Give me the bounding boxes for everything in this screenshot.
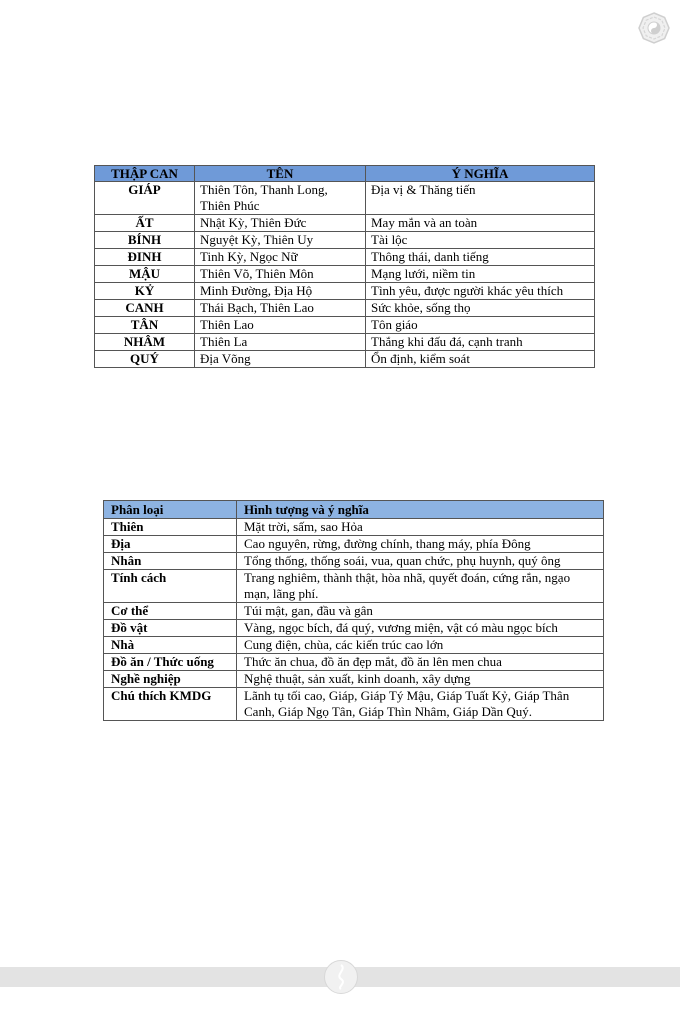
category-cell: Đồ ăn / Thức uống bbox=[104, 654, 237, 671]
ten-cell: Tinh Kỳ, Ngọc Nữ bbox=[195, 249, 366, 266]
category-cell: Thiên bbox=[104, 519, 237, 536]
category-cell: Cơ thể bbox=[104, 603, 237, 620]
y-nghia-cell: Sức khỏe, sống thọ bbox=[366, 300, 595, 317]
table-row bbox=[104, 688, 604, 721]
category-cell: Nhân bbox=[104, 553, 237, 570]
y-nghia-cell: Ổn định, kiểm soát bbox=[366, 351, 595, 368]
can-cell: GIÁP bbox=[95, 182, 195, 215]
can-cell: ẤT bbox=[95, 215, 195, 232]
y-nghia-cell: Tài lộc bbox=[366, 232, 595, 249]
y-nghia-cell: May mắn và an toàn bbox=[366, 215, 595, 232]
table-header-row bbox=[104, 501, 604, 519]
table-row bbox=[104, 671, 604, 688]
ten-cell: Địa Võng bbox=[195, 351, 366, 368]
column-header: Ý NGHĨA bbox=[366, 166, 595, 182]
table-row bbox=[95, 266, 595, 283]
column-header: Phân loại bbox=[104, 501, 237, 519]
ten-cell: Thiên La bbox=[195, 334, 366, 351]
description-cell: Cung điện, chùa, các kiến trúc cao lớn bbox=[237, 637, 604, 654]
can-cell: NHÂM bbox=[95, 334, 195, 351]
description-cell: Mặt trời, sấm, sao Hỏa bbox=[237, 519, 604, 536]
table-row bbox=[95, 317, 595, 334]
description-cell: Thức ăn chua, đồ ăn đẹp mắt, đồ ăn lên men chua bbox=[237, 654, 604, 671]
category-cell: Địa bbox=[104, 536, 237, 553]
table-row bbox=[95, 249, 595, 266]
table-header-row bbox=[95, 166, 595, 182]
can-cell: BÍNH bbox=[95, 232, 195, 249]
can-cell: KỶ bbox=[95, 283, 195, 300]
ten-cell: Thiên Tôn, Thanh Long, Thiên Phúc bbox=[195, 182, 366, 215]
ten-cell: Nguyệt Kỳ, Thiên Uy bbox=[195, 232, 366, 249]
description-cell: Tổng thống, thống soái, vua, quan chức, phụ huynh, quý ông bbox=[237, 553, 604, 570]
category-cell: Chú thích KMDG bbox=[104, 688, 237, 721]
column-header: Hình tượng và ý nghĩa bbox=[237, 501, 604, 519]
table-row bbox=[104, 603, 604, 620]
yin-yang-icon bbox=[324, 960, 358, 994]
column-header: THẬP CAN bbox=[95, 166, 195, 182]
y-nghia-cell: Thông thái, danh tiếng bbox=[366, 249, 595, 266]
description-cell: Nghệ thuật, sản xuất, kinh doanh, xây dựng bbox=[237, 671, 604, 688]
table-row bbox=[104, 620, 604, 637]
description-cell: Lãnh tụ tối cao, Giáp, Giáp Tý Mậu, Giáp Tuất Kỷ, Giáp Thân Canh, Giáp Ngọ Tân, Giáp Thìn Nhâm, Giáp Dần Quý. bbox=[237, 688, 604, 721]
category-cell: Nghề nghiệp bbox=[104, 671, 237, 688]
can-cell: ĐINH bbox=[95, 249, 195, 266]
table-row bbox=[104, 654, 604, 671]
table-row bbox=[95, 334, 595, 351]
bagua-logo-icon bbox=[638, 12, 670, 44]
can-cell: MẬU bbox=[95, 266, 195, 283]
table-row bbox=[95, 182, 595, 215]
description-cell: Túi mật, gan, đầu và gân bbox=[237, 603, 604, 620]
ten-cell: Thiên Lao bbox=[195, 317, 366, 334]
y-nghia-cell: Địa vị & Thăng tiến bbox=[366, 182, 595, 215]
table-row bbox=[104, 536, 604, 553]
table-row bbox=[95, 283, 595, 300]
can-cell: TÂN bbox=[95, 317, 195, 334]
column-header: TÊN bbox=[195, 166, 366, 182]
description-cell: Vàng, ngọc bích, đá quý, vương miện, vật có màu ngọc bích bbox=[237, 620, 604, 637]
y-nghia-cell: Thắng khi đấu đá, cạnh tranh bbox=[366, 334, 595, 351]
can-cell: QUÝ bbox=[95, 351, 195, 368]
description-cell: Cao nguyên, rừng, đường chính, thang máy, phía Đông bbox=[237, 536, 604, 553]
ten-cell: Thiên Võ, Thiên Môn bbox=[195, 266, 366, 283]
table-row bbox=[95, 215, 595, 232]
table-row bbox=[95, 300, 595, 317]
table-row bbox=[104, 519, 604, 536]
thap-can-table bbox=[94, 165, 595, 368]
ten-cell: Nhật Kỳ, Thiên Đức bbox=[195, 215, 366, 232]
ten-cell: Minh Đường, Địa Hộ bbox=[195, 283, 366, 300]
y-nghia-cell: Mạng lưới, niềm tin bbox=[366, 266, 595, 283]
can-cell: CANH bbox=[95, 300, 195, 317]
y-nghia-cell: Tôn giáo bbox=[366, 317, 595, 334]
ten-cell: Thái Bạch, Thiên Lao bbox=[195, 300, 366, 317]
category-cell: Đồ vật bbox=[104, 620, 237, 637]
phan-loai-table bbox=[103, 500, 604, 721]
category-cell: Tính cách bbox=[104, 570, 237, 603]
table-row bbox=[104, 637, 604, 654]
table-row bbox=[104, 570, 604, 603]
table-row bbox=[95, 232, 595, 249]
y-nghia-cell: Tình yêu, được người khác yêu thích bbox=[366, 283, 595, 300]
description-cell: Trang nghiêm, thành thật, hòa nhã, quyết đoán, cứng rắn, ngạo mạn, lãng phí. bbox=[237, 570, 604, 603]
table-row bbox=[95, 351, 595, 368]
category-cell: Nhà bbox=[104, 637, 237, 654]
table-row bbox=[104, 553, 604, 570]
